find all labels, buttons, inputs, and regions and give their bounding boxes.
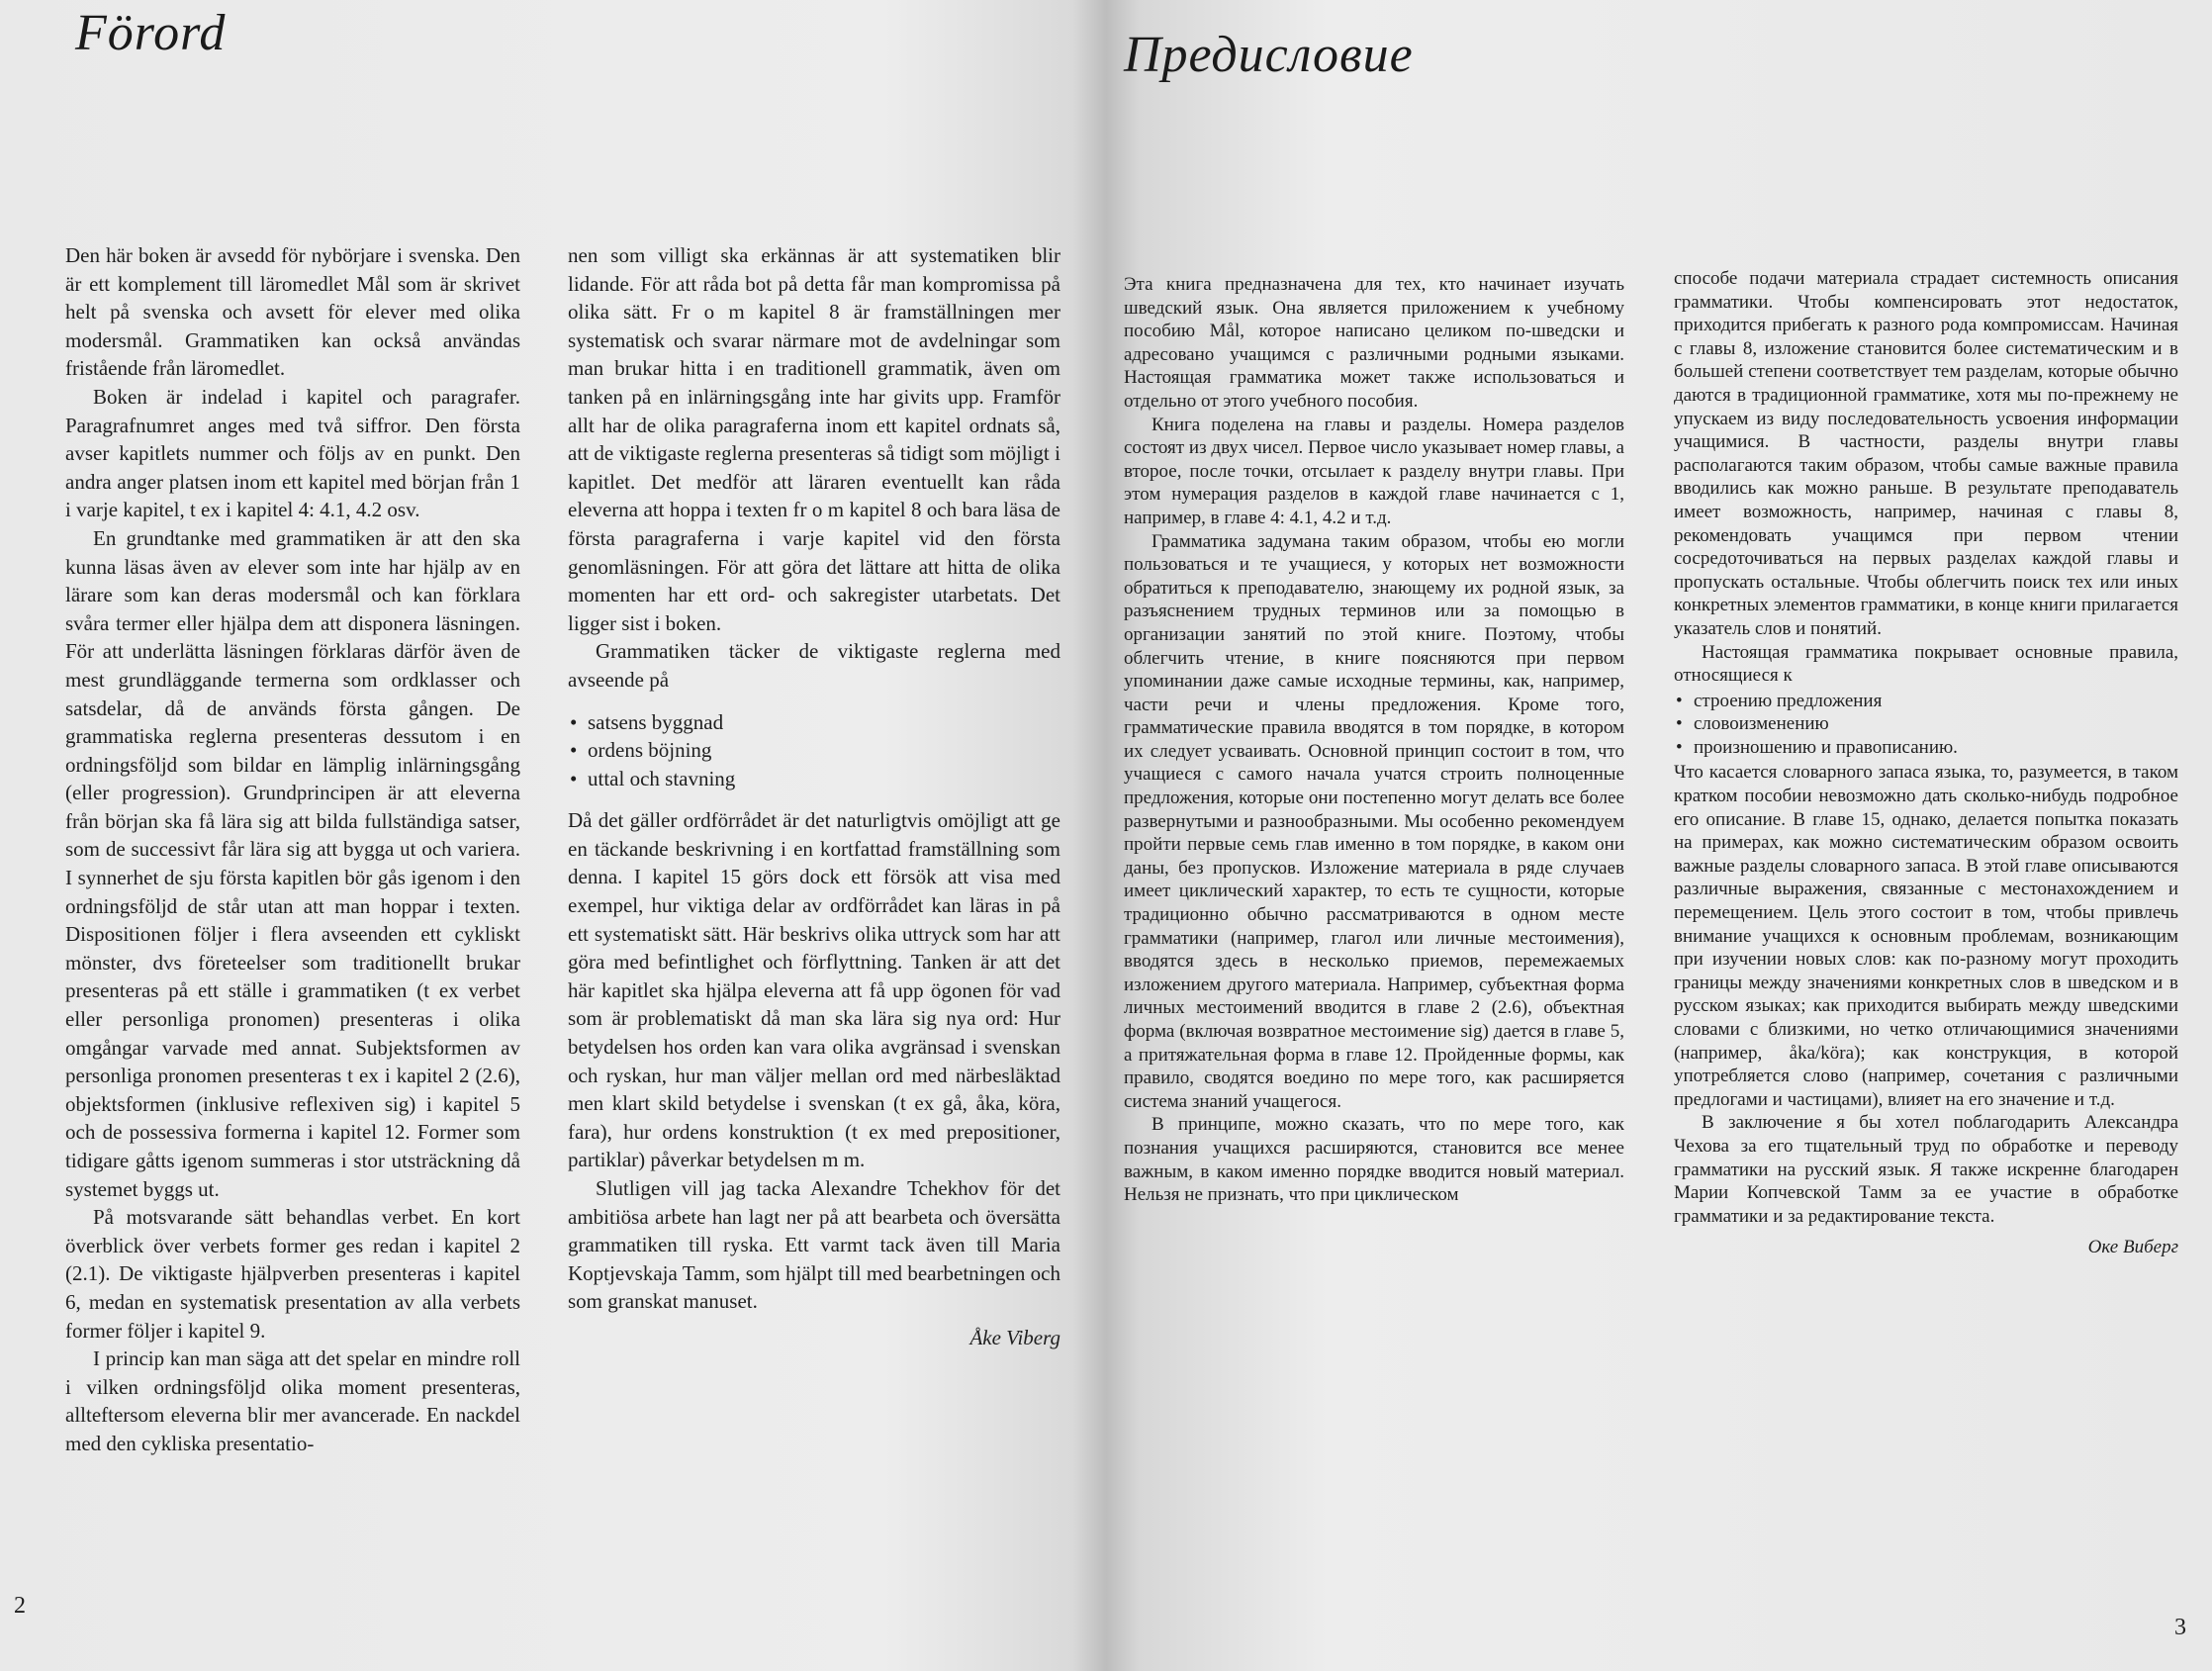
signature: Åke Viberg bbox=[969, 1325, 1060, 1349]
list-item: • satsens byggnad bbox=[568, 708, 1060, 737]
list-item: • словоизменению bbox=[1674, 712, 2178, 736]
russian-column-1 bbox=[1124, 273, 1624, 1207]
paragraph: Då det gäller ordförrådet är det naturligtvis omöjligt att ge en täckande beskrivning i en kortfattad framställning som denna. I kapitel 15 görs dock ett försök att visa med exempel, hur viktiga delar av ordförrådet kan läras in på ett systematiskt sätt. Här beskrivs olika uttryck som har att göra med befintlighet och förflyttning. Tanken är att det här kapitlet ska hjälpa eleverna att få upp ögonen för vad som är problematiskt då man ska lära sig nya ord: Hur betydelsen hos orden kan vara olika avgränsad i svenskan och ryskan, hur man väljer mellan ord med närbesläktad men klart skild betydelse i svenskan (t ex gå, åka, köra, fara), hur ordens konstruktion (t ex med prepositioner, partiklar) påverkar betydelsen m m. bbox=[568, 808, 1060, 1172]
page-number-left: 2 bbox=[14, 1593, 26, 1619]
paragraph-split-start: В принципе, можно сказать, что по мере того, как познания учащихся расширяются, становится все менее важным, в каком именно порядке вводится новый материал. Нельзя не признать, что при циклическом bbox=[1124, 1114, 1624, 1206]
page-number-right: 3 bbox=[2174, 1615, 2186, 1640]
paragraph: En grundtanke med grammatiken är att den ska kunna läsas även av elever som inte har hjälp av en lärare som kan deras modersmål och kan förklara svåra termer eller hjälpa dem att disponera läsningen. För att underlätta läsningen förklaras därför även de mest grundläggande termerna som ordklasser och satsdelar, då de används första gången. De grammatiska reglerna presenteras dessutom i en ordningsföljd som bildar en lämplig inlärningsgång (eller progression). Grundprincipen är att eleverna från början ska få lära sig att bilda fullständiga satser, som de successivt får lära sig att bygga ut och variera. I synnerhet de sju första kapitlen bör gås igenom i den ordningsföljd de står utan att man hoppar i texten. Dispositionen följer i flera avseenden ett cykliskt mönster, dvs företeelser som traditionellt brukar presenteras på ett ställe i grammatiken (t ex verbet eller personliga pronomen) presenteras i olika omgångar varvade med annat. Subjektsformen av personliga pronomen presenteras t ex i kapitel 2 (2.6), objektsformen (inklusive reflexiven sig) i kapitel 5 och de possessiva formerna i kapitel 12. Former som tidigare gåtts igenom summeras i stor utsträckning då systemet byggs ut. bbox=[65, 525, 520, 1201]
bullet-list bbox=[1674, 690, 2178, 760]
russian-column-2 bbox=[1674, 267, 2178, 1259]
paragraph-split-end: способе подачи материала страдает системность описания грамматики. Чтобы компенсировать этот недостаток, приходится прибегать к разного рода компромиссам. Начиная с главы 8, изложение становится более систематическим и в большей степени соответствует тем разделам, которые обычно даются в традиционной грамматике, хотя мы по-прежнему не упускаем из виду последовательность усвоения информации учащимися. В частности, разделы внутри главы располагаются таким образом, чтобы самые важные правила вводились как можно раньше. В результате преподаватель имеет возможность, например, начиная с главы 8, рекомендовать учащимся при первом чтении сосредоточиваться на первых разделах каждой главы и пропускать остальные. Чтобы облегчить поиск тех или иных конкретных элементов грамматики, в конце книги прилагается указатель слов и понятий. bbox=[1674, 268, 2178, 639]
paragraph: Настоящая грамматика покрывает основные правила, относящиеся к bbox=[1674, 641, 2178, 687]
paragraph: Грамматика задумана таким образом, чтобы ею могли пользоваться и те учащиеся, у которых нет возможности обратиться к преподавателю, знающему их родной язык, за разъяснением трудных терминов или за помощью в организации занятий по этой книге. Поэтому, чтобы облегчить чтение, в книге поясняются при первом упоминании даже самые исходные термины, как, например, части речи и члены предложения. Кроме того, грамматические правила вводятся в том порядке, в котором их следует усваивать. Основной принцип состоит в том, что учащиеся с самого начала учатся строить полноценные предложения, которые они постепенно могут делать все более развернутыми и разнообразными. Мы особенно рекомендуем пройти первые семь глав именно в том порядке, в каком они даны, без пропусков. Изложение материала в ряде случаев имеет циклический характер, то есть те сущности, которые традиционно обычно рассматриваются в одном месте грамматики (например, глагол или личные местоимения), вводятся здесь в несколько приемов, перемежаемых изложением другого материала. Например, субъектная форма личных местоимений вводится в главе 2 (2.6), объектная форма (включая возвратное местоимение sig) дается в главе 5, а притяжательная форма в главе 12. Пройденные формы, как правило, сводятся воедино по мере того, как расширяется система знаний учащегося. bbox=[1124, 530, 1624, 1112]
list-item: • произношению и правописанию. bbox=[1674, 736, 2178, 760]
paragraph: Grammatiken täcker de viktigaste reglerna med avseende på bbox=[568, 639, 1060, 692]
list-item: • uttal och stavning bbox=[568, 765, 1060, 793]
page-title-swedish: Förord bbox=[75, 5, 227, 61]
signature: Оке Виберг bbox=[2087, 1237, 2178, 1258]
paragraph: Книга поделена на главы и разделы. Номера разделов состоят из двух чисел. Первое число указывает номер главы, а второе, после точки, отсылает к разделу внутри главы. При этом нумерация разделов в каждой главе начинается с 1, например, в главе 4: 4.1, 4.2 и т.д. bbox=[1124, 414, 1624, 528]
paragraph: Den här boken är avsedd för nybörjare i svenska. Den är ett komplement till läromedlet Mål som är skrivet helt på svenska och avsett för elever med olika modersmål. Grammatiken kan också användas fristående från läromedlet. bbox=[65, 243, 520, 381]
paragraph: В заключение я бы хотел поблагодарить Александра Чехова за его тщательный труд по обработке и переводу грамматики на русский язык. Я также искренне благодарен Марии Копчевской Тамм за ее участие в обработке грамматики и за редактирование текста. bbox=[1674, 1112, 2178, 1227]
list-item: • ordens böjning bbox=[568, 736, 1060, 765]
bullet-list bbox=[568, 708, 1060, 793]
paragraph: Что касается словарного запаса языка, то, разумеется, в таком кратком пособии невозможно дать сколько-нибудь подробное его описание. В главе 15, однако, делается попытка показать на примерах, как можно систематическим образом освоить важные разделы словарного запаса. В этой главе описываются различные выражения, связанные с местонахождением и перемещением. Цель этого состоит в том, чтобы привлечь внимание учащихся к основным проблемам, возникающим при изучении новых слов: как по-разному могут проходить границы между значениями конкретных слов в шведском и в русском языках; как приходится выбирать между шведскими словами с близкими, но четко отличающимися значениями (например, åka/köra); как конструкция, в которой употребляется слово (например, сочетания с различными предлогами и частицами), влияет на его значение и т.д. bbox=[1674, 762, 2178, 1110]
swedish-column-1 bbox=[65, 241, 520, 1458]
paragraph: På motsvarande sätt behandlas verbet. En kort överblick över verbets former ges redan i kapitel 2 (2.1). De viktigaste hjälpverben presenteras i kapitel 6, medan en systematisk presentation av alla verbets former följer i kapitel 9. bbox=[65, 1205, 520, 1343]
paragraph-split-end: nen som villigt ska erkännas är att systematiken blir lidande. För att råda bot på detta får man kompromissa på olika sätt. Fr o m kapitel 8 är framställningen mer systematisk och svarar närmare mot de avdelningar som man brukar hitta i en traditionell grammatik, även om tanken på en inlärningsgång inte har givits upp. Framför allt har de olika paragraferna inom ett kapitel ordnats så, att de viktigaste reglerna presenteras så tidigt som möjligt i kapitlet. Det medför att läraren eventuellt kan råda eleverna att hoppa i texten fr o m kapitel 8 och bara läsa de första paragraferna i varje kapitel vid den första genomläsningen. För att göra det lättare att hitta de olika momenten har ett ord- och sakregister utarbetats. Det ligger sist i boken. bbox=[568, 243, 1060, 635]
list-item: • строению предложения bbox=[1674, 690, 2178, 713]
page-title-russian: Предисловие bbox=[1124, 27, 1414, 83]
paragraph: Slutligen vill jag tacka Alexandre Tchekhov för det ambitiösa arbete han lagt ner på att bearbeta och översätta grammatiken till ryska. Ett varmt tack även till Maria Koptjevskaja Tamm, som hjälpt till med bearbetningen och som granskat manuset. bbox=[568, 1176, 1060, 1314]
swedish-column-2 bbox=[568, 241, 1060, 1352]
paragraph: Boken är indelad i kapitel och paragrafer. Paragrafnumret anges med två siffror. Den första avser kapitlets nummer och följs av en punkt. Den andra anger platsen inom ett kapitel med början från 1 i varje kapitel, t ex i kapitel 4: 4.1, 4.2 osv. bbox=[65, 384, 520, 522]
paragraph-split-start: I princip kan man säga att det spelar en mindre roll i vilken ordningsföljd olika moment presenteras, allteftersom eleverna blir mer avancerade. En nackdel med den cykliska presentatio- bbox=[65, 1346, 520, 1455]
paragraph: Эта книга предназначена для тех, кто начинает изучать шведский язык. Она является приложением к учебному пособию Mål, которое написано целиком по-шведски и адресовано учащимся с различными родными языками. Настоящая грамматика может также использоваться и отдельно от этого учебного пособия. bbox=[1124, 274, 1624, 412]
